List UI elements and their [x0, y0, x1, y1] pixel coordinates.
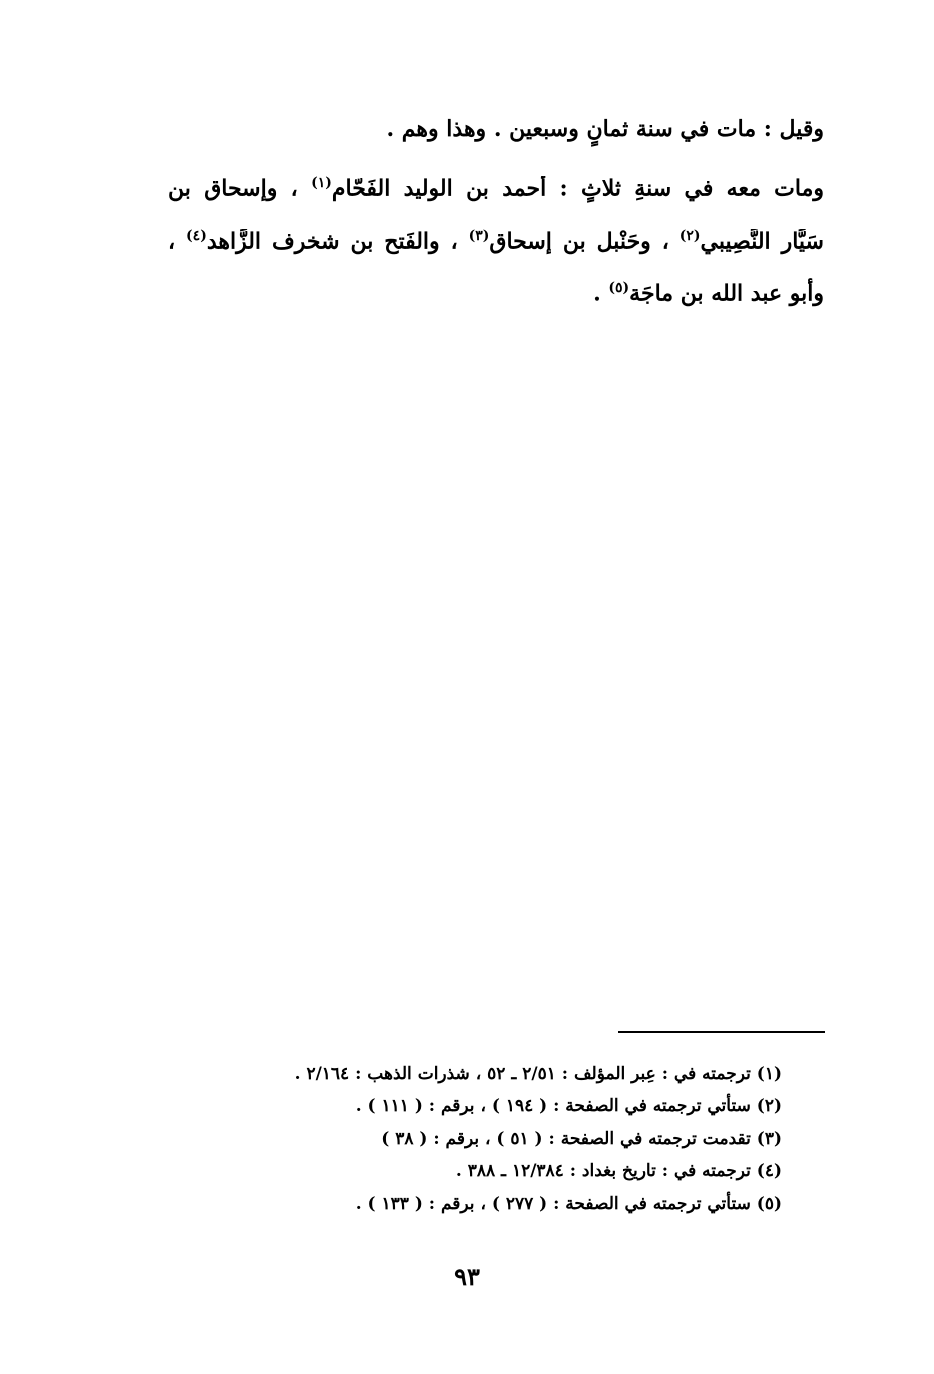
body-line-2	[168, 176, 824, 204]
footnote-ref-3[interactable]: (٣)	[468, 229, 490, 244]
footnote-ref-2[interactable]: (٢)	[679, 229, 701, 244]
page-number: ٩٣	[454, 1262, 480, 1291]
body-line-4	[593, 280, 824, 307]
body-line-3-part2: ، وحَنْبل بن إسحاق	[489, 229, 680, 255]
footnote-5: (٥) ستأتي ترجمته في الصفحة : ( ٢٧٧ ) ، برقم : ( ١٣٣ ) .	[355, 1194, 782, 1214]
body-line-2-text: ومات معه في سنةِ ثلاثٍ : أحمد بن الوليد الفَحّام	[331, 176, 824, 202]
body-line-1-text: وقيل : مات في سنة ثمانٍ وسبعين . وهذا وهم .	[386, 116, 824, 142]
footnote-1: (١) ترجمته في : عِبر المؤلف : ٢/٥١ ـ ٥٢ ، شذرات الذهب : ٢/١٦٤ .	[294, 1064, 782, 1084]
body-line-1	[386, 118, 824, 140]
footnote-ref-5[interactable]: (٥)	[608, 280, 630, 296]
body-line-4-tail: .	[593, 280, 609, 307]
body-line-3	[168, 229, 824, 257]
body-line-3-part1: سَيَّار النَّصِيبي	[700, 229, 824, 255]
footnote-4: (٤) ترجمته في : تاريخ بغداد : ١٢/٣٨٤ ـ ٣٨٨ .	[455, 1161, 782, 1181]
footnote-ref-1[interactable]: (١)	[311, 176, 332, 191]
footnote-ref-4[interactable]: (٤)	[186, 229, 207, 244]
footnote-3: (٣) تقدمت ترجمته في الصفحة : ( ٥١ ) ، برقم : ( ٣٨ )	[381, 1129, 782, 1149]
footnote-separator	[618, 1031, 825, 1033]
body-line-4-text: وأبو عبد الله بن ماجَة	[629, 280, 824, 307]
body-line-3-part3: ، والفَتح بن شخرف الزَّاهد	[206, 229, 469, 255]
body-line-2-tail: ، وإسحاق بن	[168, 176, 312, 202]
body-line-3-part4: ،	[168, 229, 187, 255]
footnote-2: (٢) ستأتي ترجمته في الصفحة : ( ١٩٤ ) ، برقم : ( ١١١ ) .	[355, 1096, 782, 1116]
